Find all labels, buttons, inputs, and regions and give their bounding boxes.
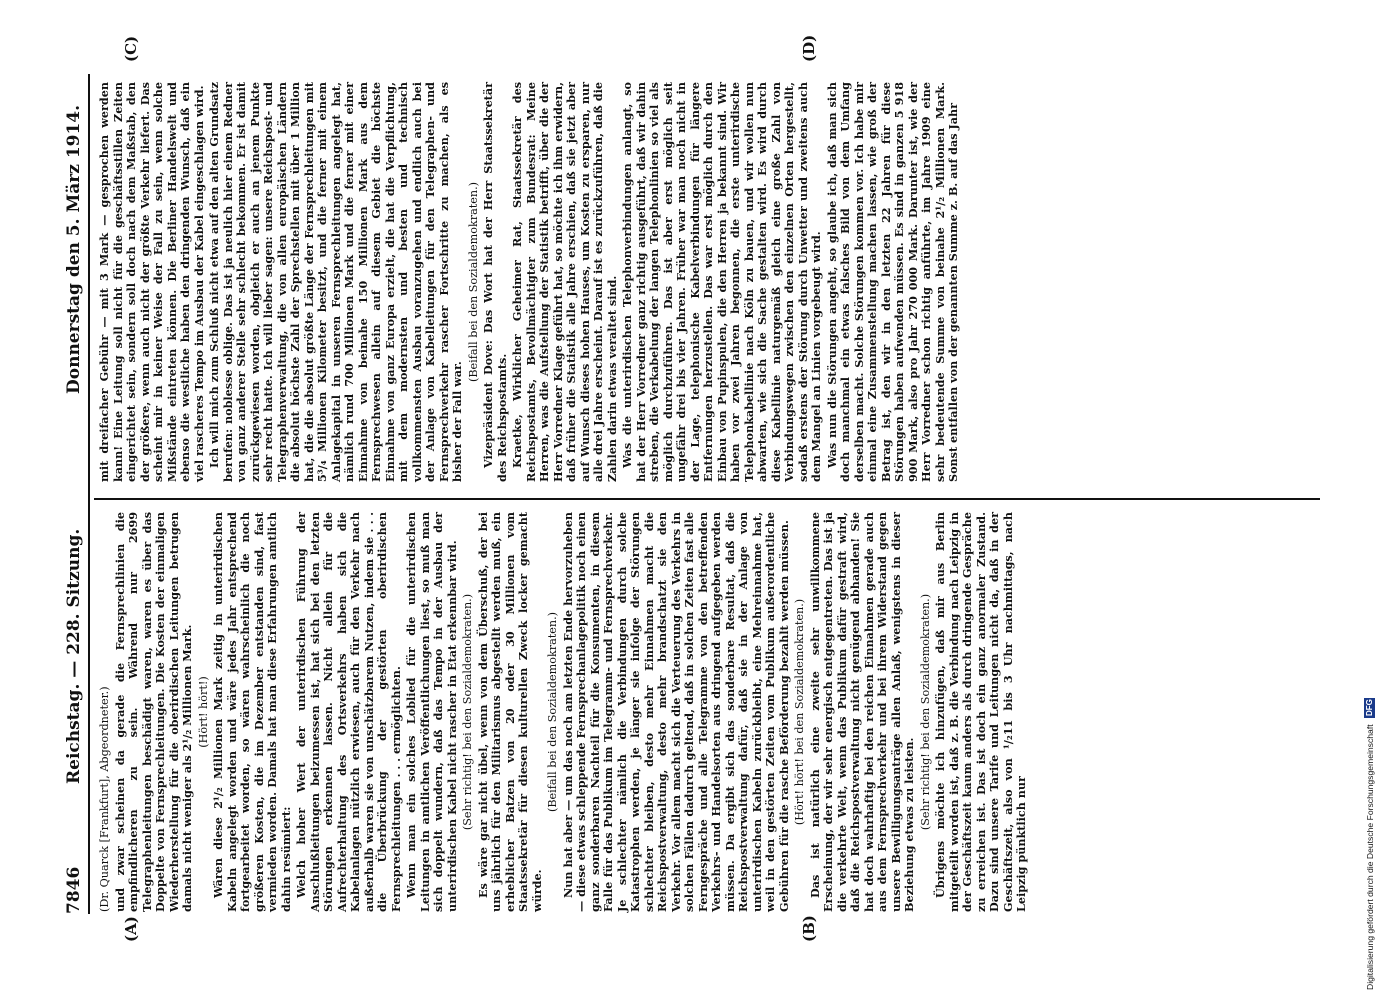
paragraph: Das ist natürlich eine zweite sehr unwillkommene Erscheinung, der wir sehr energisch entgegentreten. Das ist ja die verkehrte Welt, wenn das Publikum dafür gestraft wird, daß die Reichspostverwaltung nicht genügend abhanden! Sie hat doch wahrhaftig bei den reichen Einnahmen gerade auch aus dem Fernsprechverkehr und bei ihrem Widerstand gegen unsere Bewilligungsanträge allen Anlaß, wenigstens in dieser Beziehung etwas zu leisten. [807,512,916,912]
paragraph: Was die unterirdischen Telephonverbindungen anlangt, so hat der Herr Vorredner ganz richtig ausgeführt, daß wir dahin streben, die Verkabelung der langen Telephonlinien so viel als möglich durchzuführen. Das ist aber erst möglich seit ungefähr drei bis vier Jahren. Früher war man noch nicht in der Lage, telephonische Kabelverbindungen für längere Entfernungen herzustellen. Das war erst möglich durch den Einbau von Pupinspulen, die den Herren ja bekannt sind. Wir haben vor zwei Jahren begonnen, die erste unterirdische Telephonkabellinie nach Köln zu bauen, und wir wollen nun abwarten, wie sich die Sache gestalten wird. Es wird durch diese Kabellinie naturgemäß gleich eine große Zahl von Verbindungswegen zwischen den einzelnen Orten hergestellt, sodaß erstens der Störung durch Unwetter und zweitens auch dem Mangel an Linien vorgebeugt wird. [620,82,823,482]
left-text-column [98,512,1031,912]
right-text-column [98,82,963,482]
interjection: (Beifall bei den Sozialdemokraten.) [466,181,480,383]
header-left-title: Reichstag. — 228. Sitzung. [64,528,84,784]
interjection: (Sehr richtig! bei den Sozialdemokraten.) [461,593,474,831]
dfg-logo: DFG [1365,699,1374,717]
margin-mark-c: (C) [122,35,140,62]
header-rule [88,74,90,914]
interjection: (Hört! hört!) [196,676,210,748]
header-right-title: Donnerstag den 5. März 1914. [64,104,84,394]
paragraph: Wenn man ein solches Loblied für die unterirdischen Leitungen in amtlichen Veröffentlichungen liest, so muß man sich doppelt wundern, daß das Tempo in der Ausbau der unterirdischen Kabel nicht rascher in Etat erkennbar wird. [404,512,459,912]
page-header [60,74,90,914]
paragraph: Wären diese 2¹/₂ Millionen Mark zeitig in unterirdischen Kabeln angelegt worden und wäre jedes Jahr entsprechend fortgearbeitet worden, so wären wahrscheinlich die noch größeren Kosten, die im Dezember entstanden sind, fast vermieden worden. Damals hat man diese Erfahrungen amtlich dahin resümiert: [211,512,293,912]
margin-mark-b: (B) [800,915,818,942]
paragraph: Ich will mich zum Schluß nicht etwa auf den alten Grundsatz berufen: noblesse oblige. Das ist ja neulich hier einem Redner von ganz anderer Stelle sehr schlecht bekommen. Er ist damit zurückgewiesen worden, obgleich er auch an jenem Punkte sehr recht hatte. Ich will lieber sagen: unsere Reichspost- und Telegraphenverwaltung, die von allen europäischen Ländern die absolut höchste Zahl der Sprechstellen mit über 1 Million hat, die die absolut größte Länge der Fernsprechleitungen mit 5³/₄ Millionen Kilometer besitzt, und die ferner mit einem Anlagekapital in unseren Fernsprechleitungen angelegt hat, nämlich rund 700 Millionen Mark und die ferner mit einer Einnahme von beinahe 150 Millionen Mark aus dem Fernsprechwesen allein auf diesem Gebiet die höchste Einnahme von ganz Europa erzielt, die hat die Verpflichtung, mit dem modernsten und besten und technisch vollkommensten Ausbau voranzugehen und endlich auch bei der Anlage von Kabelleitungen für den Telegraphen- und Fernsprechverkehr rascher Fortschritte zu machen, als es bisher der Fall war. [207,82,464,482]
paragraph: mit dreifacher Gebühr — mit 3 Mark — gesprochen werden kann! Eine Leitung soll nicht für die geschäftsstillen Zeiten eingerichtet sein, sondern soll doch nach dem Maßstab, den der größere, wenn auch nicht der größte Verkehr liefert. Das scheint mir in keiner Weise der Fall zu sein, wenn solche Mißstände eintreten können. Die Berliner Handelswelt und ebenso die westliche haben den dringenden Wunsch, daß ein viel rascheres Tempo im Ausbau der Kabel eingeschlagen wird. [97,82,206,482]
paragraph: Nun hat aber — um das noch am letzten Ende hervorzuheben — diese etwas schleppende Fernsprechanlagepolitik noch einen ganz sonderbaren Nachteil für die Konsumenten, in diesem Falle für das Publikum im Telegramm- und Fernsprechverkehr. Je schlechter nämlich die Verbindungen durch solche Katastrophen werden, je länger sie infolge der Störungen schlechter bleiben, desto mehr Einnahmen macht die Reichspostverwaltung, desto mehr brandschatzt sie den Verkehr. Vor allem macht sich die Verteuerung des Verkehrs in solchen Fällen dadurch geltend, daß in solchen Zeiten fast alle Ferngespräche und alle Telegramme von den betreffenden Verkehrs- und Handelsorten aus dringend aufgegeben werden müssen. Da ergibt sich das sonderbare Resultat, daß die Reichspostverwaltung dafür, daß sie in der Anlage von unterirdischen Kabeln zurückbleibt, eine Mehreinnahme hat, weil in den gestörten Zeiten vom Publikum außerordentliche Gebühren für die rasche Beförderung bezahlt werden müssen. [560,512,791,912]
paragraph: Vizepräsident Dove: Das Wort hat der Herr Staatssekretär des Reichspostamts. [481,82,509,482]
interjection: (Sehr richtig! bei den Sozialdemokraten.) [918,593,932,831]
page-number: 7846 [64,866,84,914]
digitization-credit [1364,10,1375,990]
margin-mark-d: (D) [800,34,818,62]
paragraph: und zwar scheinen da gerade die Fernsprechlinien die empfindlicheren zu sein. Während nur 2699 Telegraphenleitungen beschädigt waren, waren es über das Doppelte von Fernsprechleitungen. Die Kosten der einmaligen Wiederherstellung für die oberirdischen Leitungen betrugen damals nicht weniger als 2¹/₂ Millionen Mark. [112,512,194,912]
paragraph: Kraetke, Wirklicher Geheimer Rat, Staatssekretär des Reichspostamts, Bevollmächtigter zum Bundesrat: Meine Herren, was die Aufstellung der Statistik betrifft, über die der Herr Vorredner Klage geführt hat, so möchte ich ihm erwidern, daß früher die Statistik alle Jahre erschien, daß sie jetzt aber auf Wunsch dieses hohen Hauses, um Kosten zu ersparen, nur alle drei Jahre erscheint. Darauf ist es zurückzuführen, daß die Zahlen darin etwas veraltet sind. [510,82,619,482]
speaker-line: (Dr. Quarck [Frankfurt], Abgeordneter.) [98,686,111,912]
interjection: (Beifall bei den Sozialdemokraten.) [546,611,559,813]
paragraph: Übrigens möchte ich hinzufügen, daß mir aus Berlin mitgeteilt worden ist, daß z. B. die Verbindung nach Leipzig in der Geschäftszeit kaum anders als durch dringende Gespräche zu erreichen ist. Das ist doch ein ganz anormaler Zustand. Dazu sind unsere Tarife und Leitungen nicht da, daß in der Geschäftszeit, also von ¹/₂11 bis 3 Uhr nachmittags, nach Leipzig pünktlich nur [933,512,1028,912]
interjection: (Hört! hört! bei den Sozialdemokraten.) [793,598,806,826]
paragraph: Was nun die Störungen angeht, so glaube ich, daß man sich doch manchmal ein etwas falsches Bild von dem Umfang derselben macht. Solche Störungen kommen vor. Ich habe mir einmal eine Zusammenstellung machen lassen, wie groß der Betrag ist, den wir in den letzten 22 Jahren für diese Störungen haben aufwenden müssen. Es sind in ganzen 5 918 900 Mark, also pro Jahr 270 000 Mark. Darunter ist, wie der Herr Vorredner schon richtig anführte, im Jahre 1909 eine sehr bedeutende Summe von beinahe 2¹/₂ Millionen Mark. Sonst entfallen von der genannten Summe z. B. auf das Jahr [824,82,960,482]
paragraph: Welch hoher Wert der unterirdischen Führung der Anschlußleitungen beizumessen ist, hat sich bei den letzten Störungen erkennen lassen. Nicht allein für die Aufrechterhaltung des Ortsverkehrs haben sich die Kabelanlagen nützlich erwiesen, auch für den Verkehr nach außerhalb waren sie von unschätzbarem Nutzen, indem sie . . . die Überbrückung der gestörten oberirdischen Fernsprechleitungen . . . ermöglichten. [294,512,403,912]
paragraph: Es wäre gar nicht übel, wenn von dem Überschuß, der bei uns jährlich für den Militarismus abgestellt werden muß, ein erheblicher Batzen von 20 oder 30 Millionen vom Staatssekretär für diesen kulturellen Zweck locker gemacht würde. [475,512,544,912]
margin-mark-a: (A) [122,916,140,942]
column-divider [94,498,1320,500]
credit-text: Digitalisierung gefördert durch die Deutsche Forschungsgemeinschaft [1365,724,1375,990]
